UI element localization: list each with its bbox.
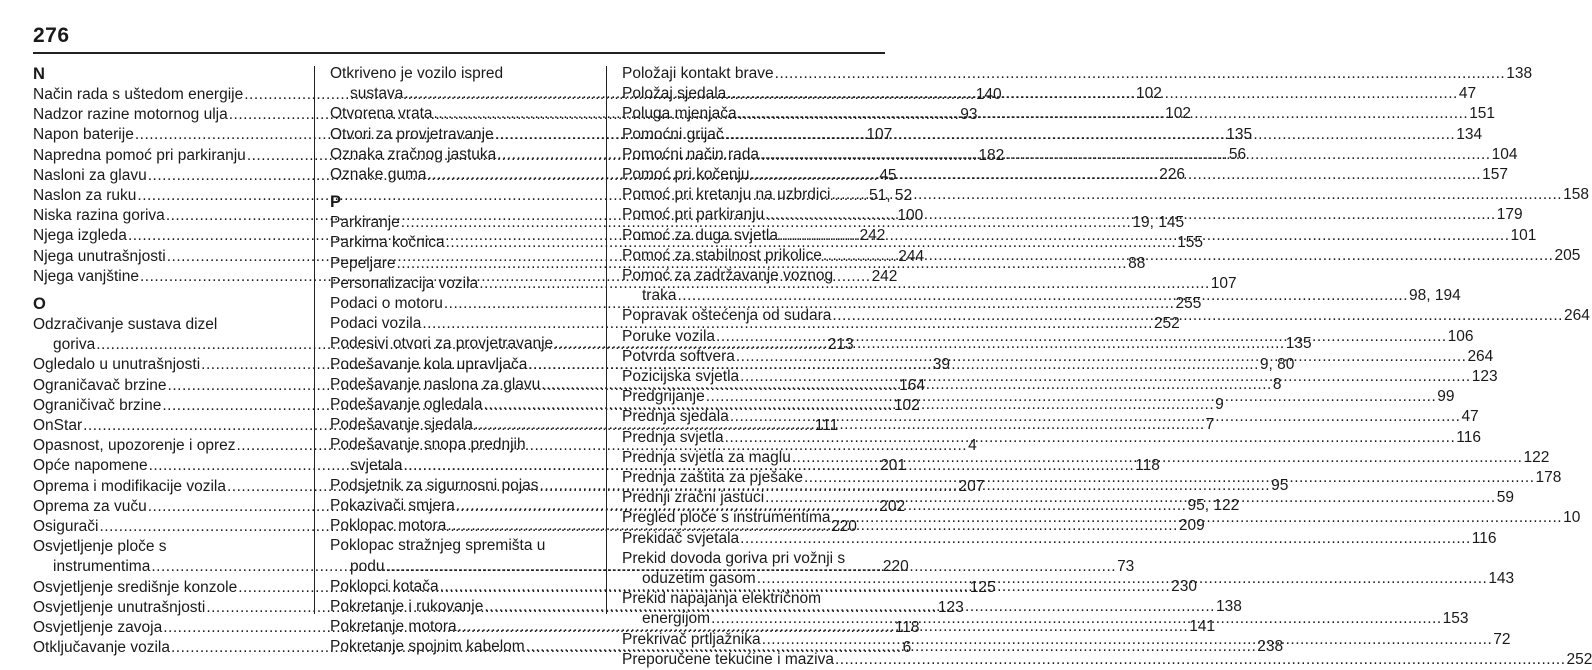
dot-leader <box>792 448 1523 468</box>
entry-text: Njega izgleda <box>33 227 127 245</box>
index-entry <box>622 650 1592 670</box>
entry-text: Prekidač svjetala <box>622 529 740 547</box>
section-letter: P <box>330 193 342 212</box>
entry-text: energijom <box>642 610 711 628</box>
entry-text-line: Poklopac stražnjeg spremišta u <box>330 537 546 555</box>
entry-page: 98, 194 <box>1409 287 1461 305</box>
entry-text: Personalizacija vozila <box>330 274 479 292</box>
entry-text: Pomoćni grijač <box>622 125 724 143</box>
section-letter: O <box>33 295 46 314</box>
entry-page: 238 <box>1257 638 1284 656</box>
column-separator <box>606 66 607 614</box>
entry-page: 143 <box>1488 570 1515 588</box>
entry-text: Pomoć za stabilnost prikolice <box>622 246 822 264</box>
entry-text: Podešavanje sjedala <box>330 416 474 434</box>
entry-page: 155 <box>1177 234 1204 252</box>
entry-text: Položaji kontakt brave <box>622 65 774 82</box>
entry-text: traka <box>642 287 677 305</box>
dot-leader <box>751 165 1482 185</box>
entry-page: 207 <box>958 477 985 495</box>
entry-text: Pomoć pri parkiranju <box>622 206 765 224</box>
dot-leader <box>835 650 1566 670</box>
dot-leader <box>832 508 1563 528</box>
entry-text: Poklopac motora <box>330 517 447 535</box>
dot-leader <box>706 387 1437 407</box>
entry-page: 4 <box>968 437 977 455</box>
entry-text: Preporučene tekućine i maziva <box>622 650 834 668</box>
entry-page: 242 <box>871 267 898 285</box>
entry-row <box>622 428 1481 448</box>
entry-page: 7 <box>1205 416 1215 434</box>
entry-text: podu <box>350 557 385 575</box>
entry-row <box>622 650 1592 670</box>
entry-text: Podsjetnik za sigurnosni pojas <box>330 476 539 494</box>
entry-page: 220 <box>882 558 909 576</box>
entry-text: Osvjetljenje unutrašnjosti <box>33 598 206 616</box>
entry-text: Oprema za vuču <box>33 497 147 515</box>
entry-text: goriva <box>53 336 96 354</box>
entry-text: OnStar <box>33 417 83 435</box>
entry-text: sustava <box>350 85 404 103</box>
index-entry <box>622 428 1481 448</box>
entry-page: 158 <box>1563 186 1589 204</box>
entry-page: 47 <box>1458 85 1477 103</box>
entry-page: 106 <box>1447 327 1474 345</box>
entry-page: 138 <box>1506 65 1533 82</box>
entry-page: 8 <box>1272 375 1282 393</box>
entry-text: Oznake guma <box>330 166 427 184</box>
entry-page: 118 <box>1135 456 1160 474</box>
dot-leader <box>832 306 1563 326</box>
entry-page: 102 <box>893 396 920 414</box>
dot-leader <box>725 428 1456 448</box>
entry-text: Poklopci kotača <box>330 577 439 595</box>
entry-page: 45 <box>879 166 897 184</box>
entry-page: 230 <box>1171 577 1198 595</box>
entry-page: 73 <box>1117 557 1135 575</box>
entry-page: 264 <box>1467 347 1494 365</box>
entry-page: 220 <box>831 518 857 536</box>
entry-text-line: Prekid dovoda goriva pri vožnji s <box>622 549 846 567</box>
entry-text: Predgrijanje <box>622 388 705 406</box>
entry-text: Podesivi otvori za provjetravanje <box>330 335 554 353</box>
entry-page: 178 <box>1535 469 1562 487</box>
entry-page: 213 <box>827 336 854 354</box>
entry-page: 19, 145 <box>1132 214 1185 232</box>
entry-page: 182 <box>978 146 1005 164</box>
entry-page: 138 <box>1215 598 1242 616</box>
entry-text-line: Otkriveno je vozilo ispred <box>330 65 504 82</box>
entry-page: 201 <box>880 457 907 475</box>
entry-row <box>622 64 1533 84</box>
entry-page: 111 <box>814 417 839 435</box>
entry-text: Prednja svjetla za maglu <box>622 448 791 466</box>
entry-page: 56 <box>1228 145 1247 163</box>
entry-text: Pokretanje i rukovanje <box>330 598 484 616</box>
dot-leader <box>725 125 1456 145</box>
entry-page: 9 <box>1215 396 1224 414</box>
dot-leader <box>716 327 1447 347</box>
entry-text: Poruke vozila <box>622 327 716 345</box>
dot-leader <box>804 468 1535 488</box>
entry-page: 135 <box>1226 125 1253 143</box>
entry-page: 242 <box>859 227 886 245</box>
entry-row <box>622 407 1479 427</box>
entry-page: 10 <box>1563 509 1581 527</box>
page-number: 276 <box>33 24 70 47</box>
section-gap <box>33 287 299 294</box>
index-entry <box>622 64 1533 84</box>
entry-page: 99 <box>1437 388 1455 406</box>
dot-leader <box>677 286 1408 306</box>
entry-page: 122 <box>1523 448 1550 466</box>
entry-text: Pokretanje motora <box>330 618 457 636</box>
entry-row <box>622 529 1497 549</box>
entry-text: Nadzor razine motornog ulja <box>33 106 228 124</box>
entry-text: Popravak oštećenja od sudara <box>622 307 832 325</box>
entry-page: 6 <box>902 639 912 657</box>
entry-page: 39 <box>932 356 950 374</box>
entry-text: Pregled ploče s instrumentima <box>622 509 831 527</box>
dot-leader <box>762 630 1493 650</box>
entry-page: 202 <box>879 497 906 515</box>
entry-page: 252 <box>1153 315 1180 333</box>
dot-leader <box>760 145 1491 165</box>
dot-leader <box>740 529 1471 549</box>
entry-text: Podaci vozila <box>330 315 422 333</box>
entry-text: Podešavanje ogledala <box>330 396 483 414</box>
entry-page: 116 <box>1471 529 1497 547</box>
column-separator <box>314 66 315 614</box>
entry-page: 123 <box>937 598 964 616</box>
index-entry <box>622 529 1497 549</box>
entry-page: 255 <box>1175 295 1202 313</box>
entry-page: 102 <box>1136 85 1162 103</box>
entry-text-line: Podešavanje snopa prednjih <box>330 436 526 454</box>
entry-page: 9, 80 <box>1259 355 1295 373</box>
section-letter: N <box>33 65 45 83</box>
entry-text: Osvjetljenje zavoja <box>33 619 163 637</box>
entry-text: instrumentima <box>53 558 151 576</box>
dot-leader <box>738 104 1469 124</box>
entry-text: Prednja sjedala <box>622 408 729 426</box>
entry-page: 95 <box>1271 476 1289 494</box>
entry-text: Otvori za provjetravanje <box>330 125 494 143</box>
entry-text: Parkiranje <box>330 214 400 232</box>
entry-page: 135 <box>1285 335 1312 353</box>
entry-text: Parkirna kočnica <box>330 234 445 252</box>
dot-leader <box>711 609 1442 629</box>
entry-text: Poluga mjenjača <box>622 105 737 123</box>
entry-page: 140 <box>975 86 1002 103</box>
entry-text: svjetala <box>350 456 403 474</box>
entry-text: Oprema i modifikacije vozila <box>33 477 226 495</box>
entry-text: Potvrda softvera <box>622 347 735 365</box>
entry-text: Ograničivač brzine <box>33 396 162 414</box>
entry-page: 118 <box>894 619 920 637</box>
entry-text: Pokretanje spojnim kabelom <box>330 638 525 656</box>
entry-page: 179 <box>1496 206 1523 224</box>
entry-page: 116 <box>1456 428 1481 446</box>
entry-text: Otključavanje vozila <box>33 639 170 657</box>
entry-page: 209 <box>1178 517 1205 535</box>
entry-text-line: Pomoć za zadržavanje voznog <box>622 267 834 285</box>
entry-page: 123 <box>1471 368 1498 386</box>
entry-text: Ograničavač brzine <box>33 376 167 394</box>
dot-leader <box>832 185 1563 205</box>
entry-page: 59 <box>1496 489 1514 507</box>
entry-page: 244 <box>898 247 925 265</box>
entry-text-line: Osvjetljenje ploče s <box>33 538 167 556</box>
entry-text: Pokazivači smjera <box>330 497 455 515</box>
entry-page: 51, 52 <box>868 187 913 205</box>
entry-text: Naslon za ruku <box>33 187 137 205</box>
index-entry <box>622 407 1479 427</box>
entry-text: Pomoćni način rada <box>622 145 759 163</box>
entry-text: Podaci o motoru <box>330 295 443 313</box>
dot-leader <box>757 569 1488 589</box>
entry-text: Napredna pomoć pri parkiranju <box>33 146 246 164</box>
entry-text: Ogledalo u unutrašnjosti <box>33 356 201 374</box>
entry-text: Osigurači <box>33 518 99 536</box>
dot-leader <box>765 488 1496 508</box>
entry-page: 95, 122 <box>1187 497 1240 515</box>
entry-page: 104 <box>1491 145 1518 163</box>
entry-text: Njega unutrašnjosti <box>33 247 166 265</box>
entry-text: Osvjetljenje središnje konzole <box>33 578 238 596</box>
entry-text: Način rada s uštedom energije <box>33 86 244 103</box>
entry-page: 107 <box>866 126 893 144</box>
entry-text: Podešavanje naslona za glavu <box>330 375 541 393</box>
entry-text: Pozicijska svjetla <box>622 368 740 386</box>
dot-leader <box>740 367 1471 387</box>
entry-text: Opasnost, upozorenje i oprez <box>33 437 236 455</box>
dot-leader <box>736 347 1467 367</box>
entry-page: 264 <box>1563 307 1590 325</box>
entry-page: 107 <box>1210 274 1237 292</box>
entry-text: Pomoć pri kočenju <box>622 166 750 184</box>
entry-page: 93 <box>960 106 978 124</box>
entry-text: Prednja zaštita za pješake <box>622 469 803 487</box>
entry-text: Oznaka zračnog jastuka <box>330 145 497 163</box>
entry-text: Otvorena vrata <box>330 105 433 123</box>
dot-leader <box>730 407 1461 427</box>
entry-text-line: Odzračivanje sustava dizel <box>33 316 218 334</box>
entry-text: Pomoć za duga svjetla <box>622 226 778 244</box>
dot-leader <box>779 226 1510 246</box>
entry-page: 226 <box>1159 166 1185 184</box>
entry-text: Niska razina goriva <box>33 207 165 225</box>
entry-page: 157 <box>1482 166 1508 184</box>
dot-leader <box>727 84 1458 104</box>
entry-text: oduzetim gasom <box>642 570 756 588</box>
entry-page: 151 <box>1469 105 1496 123</box>
entry-text-line: Prekid napajanja električnom <box>622 590 822 608</box>
entry-page: 125 <box>969 578 996 596</box>
entry-text: Položaj sjedala <box>622 85 727 103</box>
entry-page: 141 <box>1189 618 1216 636</box>
entry-page: 153 <box>1442 610 1469 628</box>
entry-text: Prekrivač prtljažnika <box>622 630 761 648</box>
entry-text: Prednji zračni jastuci <box>622 489 765 507</box>
entry-text: Njega vanjštine <box>33 267 139 285</box>
entry-page: 164 <box>899 376 925 394</box>
entry-page: 88 <box>1128 254 1146 272</box>
entry-text: Pepeljare <box>330 254 396 272</box>
entry-page: 252 <box>1566 650 1592 668</box>
dot-leader <box>765 205 1496 225</box>
entry-page: 102 <box>1165 105 1191 123</box>
entry-text: Prednja svjetla <box>622 428 724 446</box>
entry-page: 72 <box>1493 630 1511 648</box>
entry-page: 101 <box>1510 226 1537 244</box>
entry-page: 205 <box>1554 246 1581 264</box>
entry-page: 47 <box>1461 408 1479 426</box>
entry-text: Pomoć pri kretanju na uzbrdici <box>622 186 831 204</box>
entry-page: 134 <box>1456 125 1483 143</box>
dot-leader <box>775 64 1506 84</box>
entry-text: Napon baterije <box>33 126 134 144</box>
section-gap <box>330 185 590 192</box>
dot-leader <box>823 246 1554 266</box>
entry-page: 100 <box>897 207 924 225</box>
header-rule <box>33 52 885 54</box>
entry-text: Podešavanje kola upravljača <box>330 355 528 373</box>
entry-text: Opće napomene <box>33 457 148 475</box>
entry-text: Nasloni za glavu <box>33 166 147 184</box>
